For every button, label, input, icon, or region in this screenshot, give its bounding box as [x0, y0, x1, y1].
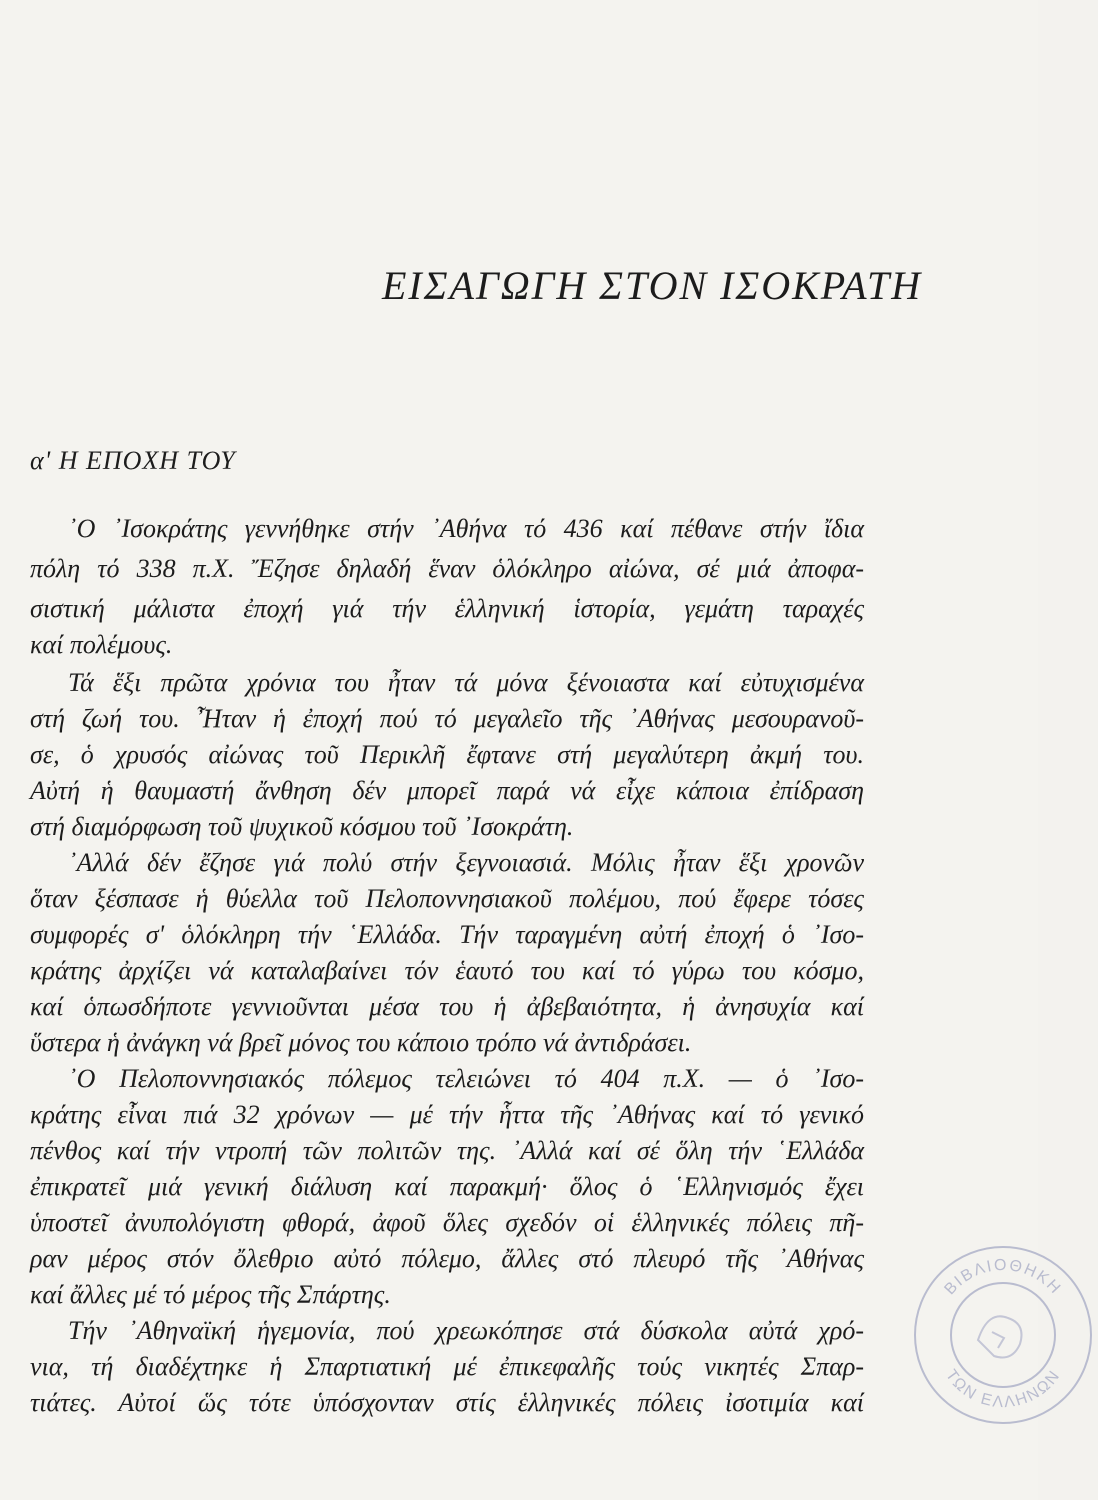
text-line: σε, ὁ χρυσός αἰώνας τοῦ Περικλῆ ἔφτανε στή μεγαλύτερη ἀκμή του.	[30, 740, 864, 769]
text-line: στή διαμόρφωση τοῦ ψυχικοῦ κόσμου τοῦ ᾿Ισοκράτη.	[30, 812, 574, 841]
text-line: Τήν ᾿Αθηναϊκή ἡγεμονία, πού χρεωκόπησε στά δύσκολα αὐτά χρό-	[68, 1316, 864, 1345]
text-line: ὅταν ξέσπασε ἡ θύελλα τοῦ Πελοποννησιακοῦ πολέμου, πού ἔφερε τόσες	[30, 884, 864, 913]
text-line: ἐπικρατεῖ μιά γενική διάλυση καί παρακμή· ὅλος ὁ ῾Ελληνισμός ἔχει	[30, 1172, 864, 1201]
text-line: ᾿Ο Πελοποννησιακός πόλεμος τελειώνει τό 404 π.Χ. — ὁ ᾿Ισο-	[68, 1064, 864, 1093]
text-line: καί ἄλλες μέ τό μέρος τῆς Σπάρτης.	[30, 1280, 391, 1309]
book-title: ΕΙΣΑΓΩΓΗ ΣΤΟΝ ΙΣΟΚΡΑΤΗ	[382, 263, 923, 308]
library-stamp	[908, 1240, 1098, 1430]
stamp-text-bottom: ΤΩΝ ΕΛΛΗΝΩΝ	[942, 1366, 1065, 1412]
text-line: συμφορές σ' ὁλόκληρη τήν ῾Ελλάδα. Τήν ταραγμένη αὐτή ἐποχή ὁ ᾿Ισο-	[30, 920, 864, 949]
text-line: στή ζωή του. Ἦταν ἡ ἐποχή πού τό μεγαλεῖο τῆς ᾿Αθήνας μεσουρανοῦ-	[30, 704, 864, 733]
text-line: κράτης εἶναι πιά 32 χρόνων — μέ τήν ἧττα τῆς ᾿Αθήνας καί τό γενικό	[30, 1100, 864, 1129]
text-line: τιάτες. Αὐτοί ὥς τότε ὑπόσχονταν στίς ἑλληνικές πόλεις ἰσοτιμία καί	[30, 1388, 864, 1417]
text-line: ᾿Ο ᾿Ισοκράτης γεννήθηκε στήν ᾿Αθήνα τό 436 καί πέθανε στήν ἴδια	[68, 514, 864, 543]
text-line: νια, τή διαδέχτηκε ἡ Σπαρτιατική μέ ἐπικεφαλῆς τούς νικητές Σπαρ-	[30, 1352, 864, 1381]
text-line: ᾿Αλλά δέν ἔζησε γιά πολύ στήν ξεγνοιασιά. Μόλις ἦταν ἕξι χρονῶν	[68, 848, 864, 877]
svg-text:ΤΩΝ ΕΛΛΗΝΩΝ	[942, 1367, 1064, 1411]
text-line: ὕστερα ἡ ἀνάγκη νά βρεῖ μόνος του κάποιο τρόπο νά ἀντιδράσει.	[30, 1028, 692, 1057]
bleed-through-line	[20, 140, 858, 166]
text-line: Τά ἕξι πρῶτα χρόνια του ἦταν τά μόνα ξένοιαστα καί εὐτυχισμένα	[68, 668, 864, 697]
text-line: Αὐτή ἡ θαυμαστή ἄνθηση δέν μπορεῖ παρά νά εἶχε κάποια ἐπίδραση	[30, 776, 864, 805]
text-line: κράτης ἀρχίζει νά καταλαβαίνει τόν ἑαυτό του καί τό γύρω του κόσμο,	[30, 956, 864, 985]
svg-text:ΒΙΒΛΙΟΘΗΚΗ	[941, 1257, 1064, 1298]
stamp-text-top: ΒΙΒΛΙΟΘΗΚΗ	[941, 1256, 1065, 1299]
stamp-emblem-icon	[978, 1316, 1022, 1357]
section-heading: α' Η ΕΠΟΧΗ ΤΟΥ	[30, 446, 236, 475]
text-line: σιστική μάλιστα ἐποχή γιά τήν ἑλληνική ἱστορία, γεμάτη ταραχές	[30, 594, 864, 623]
text-line: πόλη τό 338 π.Χ. Ἔζησε δηλαδή ἕναν ὁλόκληρο αἰώνα, σέ μιά ἀποφα-	[30, 554, 864, 583]
text-line: πένθος καί τήν ντροπή τῶν πολιτῶν της. ᾿Αλλά καί σέ ὅλη τήν ῾Ελλάδα	[30, 1136, 864, 1165]
bleed-through-line	[20, 200, 858, 226]
text-line: ὑποστεῖ ἀνυπολόγιστη φθορά, ἀφοῦ ὅλες σχεδόν οἱ ἑλληνικές πόλεις πῆ-	[30, 1208, 864, 1237]
text-line: ραν μέρος στόν ὄλεθριο αὐτό πόλεμο, ἄλλες στό πλευρό τῆς ᾿Αθήνας	[30, 1244, 864, 1273]
text-line: καί πολέμους.	[30, 630, 173, 659]
text-line: καί ὁπωσδήποτε γεννιοῦνται μέσα του ἡ ἀβεβαιότητα, ἡ ἀνησυχία καί	[30, 992, 864, 1021]
